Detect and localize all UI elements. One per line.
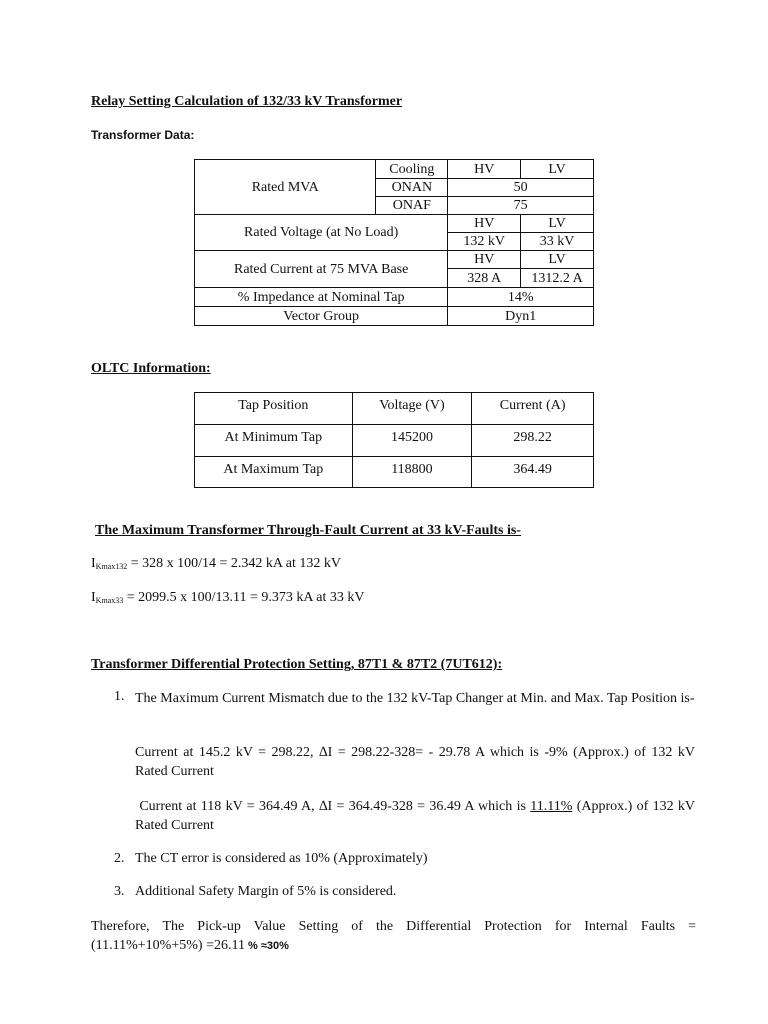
oltc-cell: At Maximum Tap — [195, 457, 353, 488]
eq2-symbol: I — [91, 590, 96, 605]
mismatch-min-tap: Current at 145.2 kV = 298.22, ∆I = 298.22-328= - 29.78 A which is -9% (Approx.) of 132 kV Rated Current — [135, 745, 695, 779]
eq2-subscript: Kmax33 — [95, 596, 124, 605]
rated-voltage-lv-header: LV — [521, 215, 594, 233]
document-title: Relay Setting Calculation of 132/33 kV Transformer — [91, 94, 403, 109]
eq1-text: = 328 x 100/14 = 2.342 kA at 132 kV — [127, 556, 341, 571]
oltc-header-voltage: Voltage (V) — [352, 393, 472, 425]
transformer-data-table — [194, 159, 594, 326]
onaf-value: 75 — [448, 197, 594, 215]
conclusion-text: Therefore, The Pick-up Value Setting of the Differential Protection for Internal Faults = (11.11%+10%+5%) =26.11 — [91, 919, 696, 953]
oltc-header-current: Current (A) — [472, 393, 594, 425]
conclusion-result: % ≈30% — [244, 940, 289, 952]
vector-group-value: Dyn1 — [448, 307, 594, 326]
rated-current-hv-header: HV — [448, 251, 521, 269]
mismatch-max-tap-pre: Current at 118 kV = 364.49 A, ∆I = 364.49-328 = 36.49 A which is — [139, 799, 531, 814]
oltc-cell: At Minimum Tap — [195, 425, 353, 457]
list-number-1: 1. — [114, 689, 125, 704]
eq2-text: = 2099.5 x 100/13.11 = 9.373 kA at 33 kV — [123, 590, 365, 605]
rated-mva-label: Rated MVA — [195, 160, 376, 215]
table-row — [195, 425, 594, 457]
oltc-header-tap-position: Tap Position — [195, 393, 353, 425]
rated-voltage-hv-header: HV — [448, 215, 521, 233]
list-item-3: Additional Safety Margin of 5% is considered. — [135, 884, 397, 899]
list-number-3: 3. — [114, 884, 125, 899]
rated-current-lv: 1312.2 A — [521, 269, 594, 288]
eq1-symbol: I — [91, 556, 96, 571]
list-item-2: The CT error is considered as 10% (Approximately) — [135, 851, 428, 866]
differential-protection-heading: Transformer Differential Protection Setting, 87T1 & 87T2 (7UT612): — [91, 657, 503, 672]
lv-header: LV — [521, 160, 594, 179]
through-fault-heading: The Maximum Transformer Through-Fault Current at 33 kV-Faults is- — [95, 523, 521, 538]
vector-group-label: Vector Group — [195, 307, 448, 326]
oltc-cell: 364.49 — [472, 457, 594, 488]
oltc-cell: 145200 — [352, 425, 472, 457]
rated-current-label: Rated Current at 75 MVA Base — [195, 251, 448, 288]
hv-header: HV — [448, 160, 521, 179]
oltc-heading: OLTC Information: — [91, 361, 211, 376]
mismatch-max-tap-percent: 11.11% — [530, 799, 573, 814]
fault-current-33kv-equation — [91, 590, 364, 606]
rated-voltage-lv: 33 kV — [521, 233, 594, 251]
rated-current-hv: 328 A — [448, 269, 521, 288]
oltc-cell: 118800 — [352, 457, 472, 488]
table-row — [195, 457, 594, 488]
mismatch-max-tap — [135, 797, 695, 835]
cooling-header: Cooling — [376, 160, 448, 179]
impedance-label: % Impedance at Nominal Tap — [195, 288, 448, 307]
onan-label: ONAN — [376, 179, 448, 197]
fault-current-132kv-equation — [91, 556, 341, 572]
transformer-data-heading: Transformer Data: — [91, 128, 195, 142]
mismatch-max-tap-post: (Approx.) of 132 kV Rated Current — [135, 799, 695, 833]
eq1-subscript: Kmax132 — [95, 562, 128, 571]
rated-current-lv-header: LV — [521, 251, 594, 269]
impedance-value: 14% — [448, 288, 594, 307]
list-item-1: The Maximum Current Mismatch due to the 132 kV-Tap Changer at Min. and Max. Tap Position is- — [135, 691, 695, 706]
oltc-table — [194, 392, 594, 488]
onan-value: 50 — [448, 179, 594, 197]
rated-voltage-hv: 132 kV — [448, 233, 521, 251]
list-number-2: 2. — [114, 851, 125, 866]
onaf-label: ONAF — [376, 197, 448, 215]
rated-voltage-label: Rated Voltage (at No Load) — [195, 215, 448, 251]
oltc-cell: 298.22 — [472, 425, 594, 457]
conclusion-paragraph — [91, 917, 696, 956]
